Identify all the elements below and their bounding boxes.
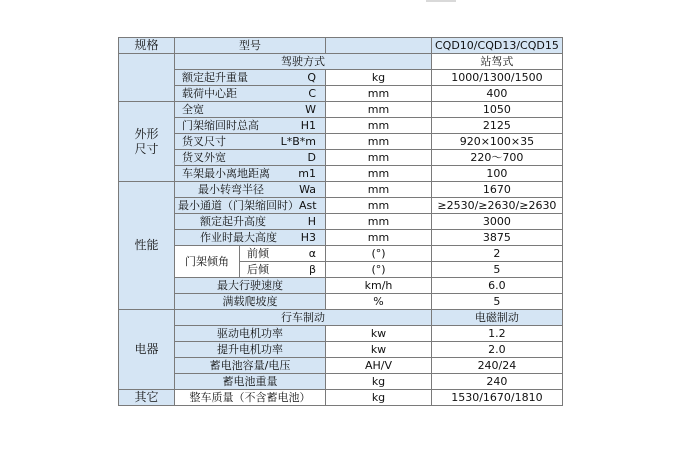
elec-unit: kg (326, 374, 432, 390)
dim-label-cell (175, 150, 326, 166)
lift-label-cell (175, 214, 326, 230)
capacity-label-cell (175, 70, 326, 86)
turning-unit: mm (326, 182, 432, 198)
dim-label: 全宽 (182, 103, 204, 116)
lift-unit: mm (326, 214, 432, 230)
dim-label: 货叉外宽 (182, 151, 226, 164)
capacity-label: 额定起升重量 (182, 71, 248, 84)
aisle-unit: mm (326, 198, 432, 214)
table-row (119, 166, 563, 182)
table-row (119, 134, 563, 150)
dim-value: 1050 (432, 102, 563, 118)
elec-value: 240 (432, 374, 563, 390)
dim-unit: mm (326, 134, 432, 150)
dim-label-cell (175, 118, 326, 134)
work-height-label-cell (175, 230, 326, 246)
other-category: 其它 (119, 390, 175, 406)
work-height-unit: mm (326, 230, 432, 246)
load-center-symbol: C (308, 87, 316, 100)
dim-label: 门架缩回时总高 (182, 119, 259, 132)
dim-unit: mm (326, 166, 432, 182)
drive-value: 站驾式 (432, 54, 563, 70)
table-row (119, 310, 563, 326)
lift-symbol: H (307, 215, 316, 228)
elec-value: 240/24 (432, 358, 563, 374)
aisle-label: 最小通道（门架缩回时）Ast (175, 198, 326, 214)
tilt-back-label: 后倾 (247, 263, 269, 276)
table-row (119, 54, 563, 70)
table-row (119, 38, 563, 54)
capacity-symbol: Q (307, 71, 316, 84)
dim-symbol: L*B*m (280, 135, 316, 148)
work-height-value: 3875 (432, 230, 563, 246)
electrical-category: 电器 (119, 310, 175, 390)
lift-value: 3000 (432, 214, 563, 230)
tilt-back-symbol: β (308, 263, 316, 276)
speed-unit: km/h (326, 278, 432, 294)
drive-label: 驾驶方式 (175, 54, 432, 70)
table-row (119, 86, 563, 102)
table-row (119, 182, 563, 198)
dim-value: 2125 (432, 118, 563, 134)
load-center-label-cell (175, 86, 326, 102)
table-row (119, 358, 563, 374)
weight-label: 整车质量（不含蓄电池） (175, 390, 326, 406)
table-row (119, 214, 563, 230)
table-row (119, 326, 563, 342)
elec-value: 1.2 (432, 326, 563, 342)
header-model: CQD10/CQD13/CQD15 (432, 38, 563, 54)
tilt-forward-label: 前倾 (247, 247, 269, 260)
dim-symbol: H1 (300, 119, 316, 132)
lift-label: 额定起升高度 (200, 215, 266, 228)
top-decoration (426, 0, 456, 2)
dim-symbol: W (305, 103, 316, 116)
table-row (119, 198, 563, 214)
turning-label: 最小转弯半径 (198, 183, 264, 196)
table-row (119, 342, 563, 358)
dimensions-category (119, 102, 175, 182)
dim-label: 货叉尺寸 (182, 135, 226, 148)
work-height-symbol: H3 (300, 231, 316, 244)
table-row (119, 118, 563, 134)
table-row (119, 230, 563, 246)
table-row (119, 246, 563, 262)
general-category (119, 54, 175, 102)
tilt-back-cell (240, 262, 326, 278)
dim-symbol: D (307, 151, 316, 164)
table-row (119, 294, 563, 310)
tilt-forward-unit: (°) (326, 246, 432, 262)
grade-unit: % (326, 294, 432, 310)
elec-label: 蓄电池重量 (175, 374, 326, 390)
table-row (119, 374, 563, 390)
load-center-label: 载荷中心距 (182, 87, 237, 100)
table-row (119, 390, 563, 406)
dim-value: 220～700 (432, 150, 563, 166)
tilt-label: 门架倾角 (175, 246, 240, 278)
spec-table (118, 37, 563, 406)
header-unit (326, 38, 432, 54)
grade-value: 5 (432, 294, 563, 310)
performance-category: 性能 (119, 182, 175, 310)
grade-label: 满载爬坡度 (175, 294, 326, 310)
dim-label-cell (175, 134, 326, 150)
dim-unit: mm (326, 102, 432, 118)
tilt-forward-cell (240, 246, 326, 262)
weight-value: 1530/1670/1810 (432, 390, 563, 406)
elec-value: 2.0 (432, 342, 563, 358)
dimensions-category-line2: 尺寸 (134, 141, 159, 156)
capacity-unit: kg (326, 70, 432, 86)
dimensions-category-line1: 外形 (134, 126, 159, 141)
turning-label-cell (175, 182, 326, 198)
header-item: 型号 (175, 38, 326, 54)
turning-symbol: Wa (299, 183, 316, 196)
elec-unit: kw (326, 326, 432, 342)
brake-label: 行车制动 (175, 310, 432, 326)
tilt-back-unit: (°) (326, 262, 432, 278)
speed-value: 6.0 (432, 278, 563, 294)
elec-unit: AH/V (326, 358, 432, 374)
elec-label: 提升电机功率 (175, 342, 326, 358)
dim-label-cell (175, 102, 326, 118)
tilt-forward-symbol: α (308, 247, 316, 260)
dim-symbol: m1 (298, 167, 316, 180)
tilt-forward-value: 2 (432, 246, 563, 262)
elec-label: 蓄电池容量/电压 (175, 358, 326, 374)
dim-unit: mm (326, 118, 432, 134)
weight-unit: kg (326, 390, 432, 406)
table-row (119, 102, 563, 118)
capacity-value: 1000/1300/1500 (432, 70, 563, 86)
turning-value: 1670 (432, 182, 563, 198)
elec-label: 驱动电机功率 (175, 326, 326, 342)
load-center-value: 400 (432, 86, 563, 102)
table-row (119, 278, 563, 294)
elec-unit: kw (326, 342, 432, 358)
dim-value: 100 (432, 166, 563, 182)
work-height-label: 作业时最大高度 (200, 231, 277, 244)
dim-unit: mm (326, 150, 432, 166)
dim-label: 车架最小离地距离 (182, 167, 270, 180)
dim-label-cell (175, 166, 326, 182)
speed-label: 最大行驶速度 (175, 278, 326, 294)
aisle-value: ≥2530/≥2630/≥2630 (432, 198, 563, 214)
load-center-unit: mm (326, 86, 432, 102)
header-category: 规格 (119, 38, 175, 54)
tilt-back-value: 5 (432, 262, 563, 278)
table-row (119, 150, 563, 166)
dim-value: 920×100×35 (432, 134, 563, 150)
table-row (119, 70, 563, 86)
brake-value: 电磁制动 (432, 310, 563, 326)
